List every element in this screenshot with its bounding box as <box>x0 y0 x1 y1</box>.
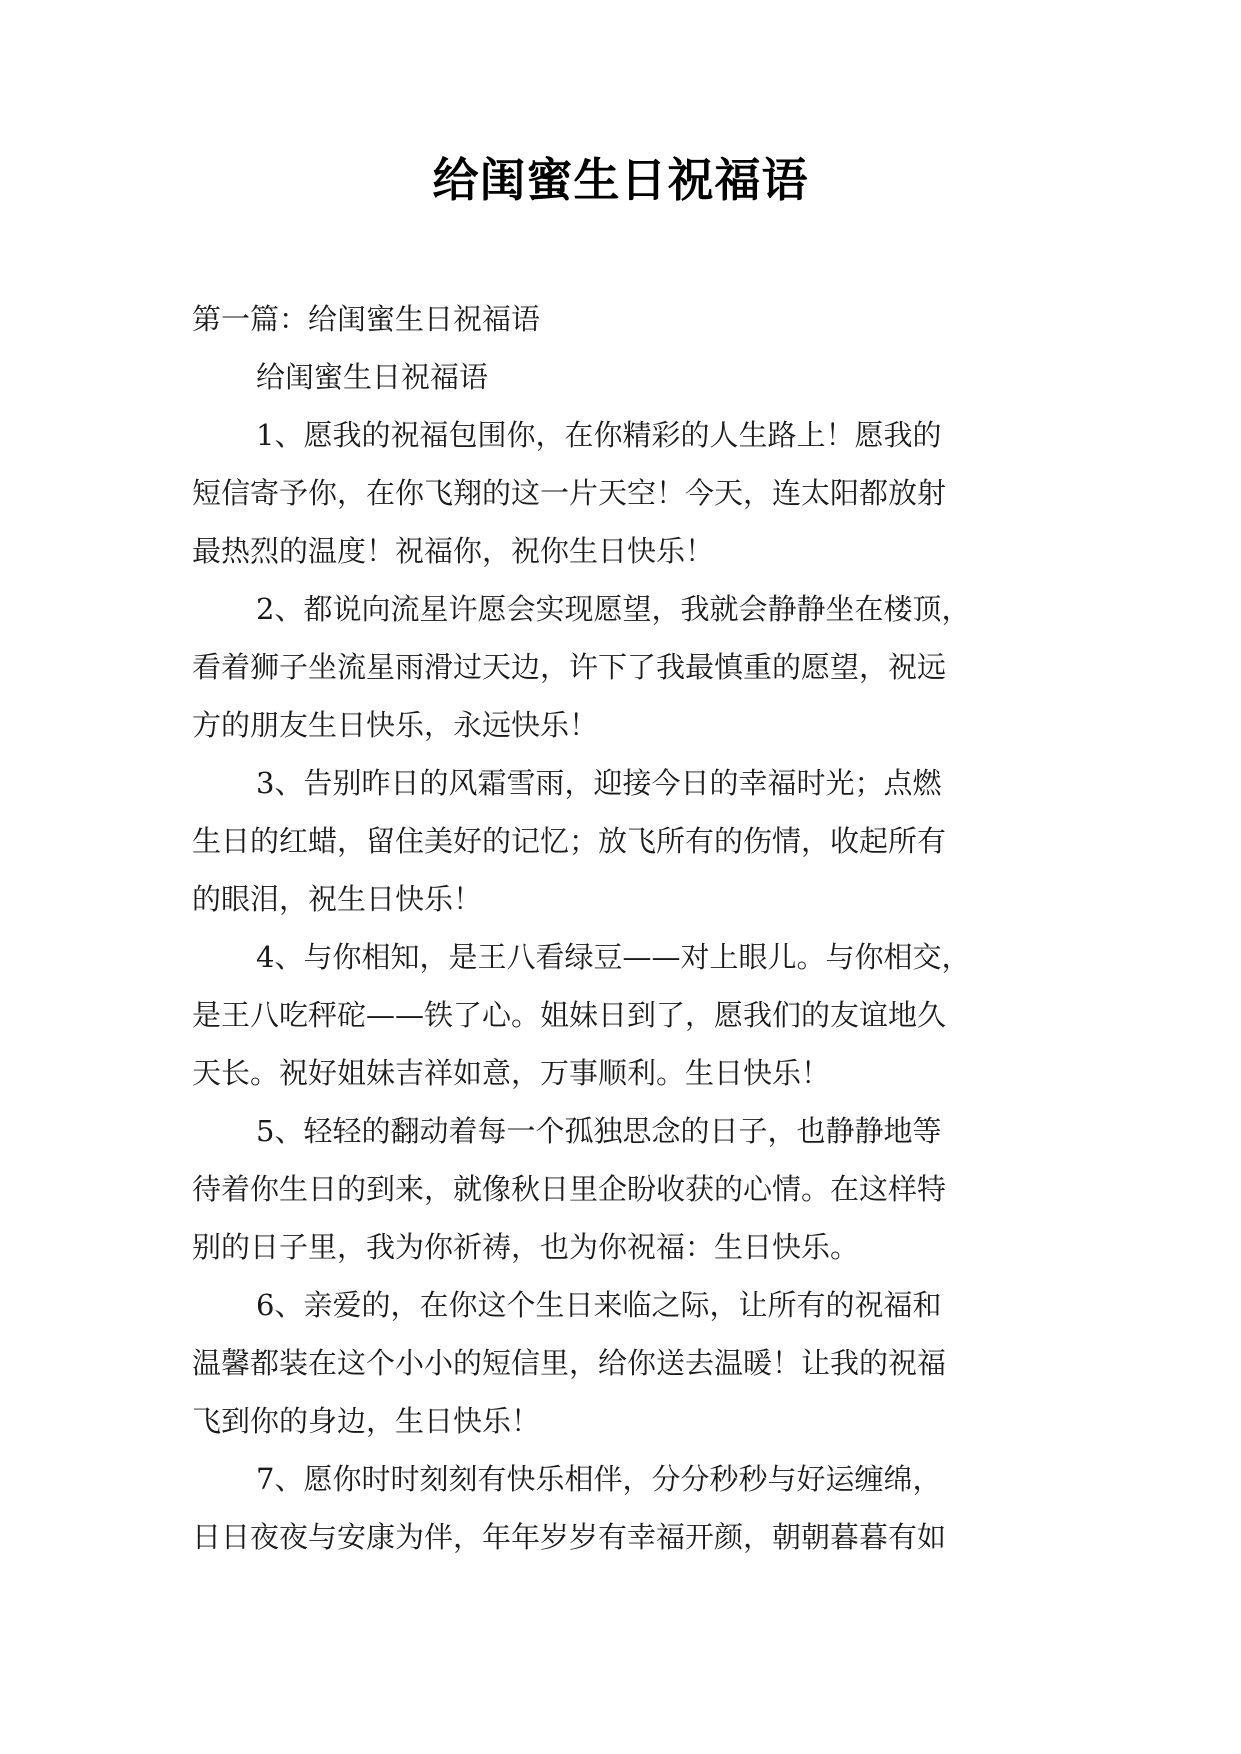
paragraph-line: 别的日子里，我为你祈祷，也为你祝福：生日快乐。 <box>192 1230 860 1264</box>
section-heading: 第一篇：给闺蜜生日祝福语 <box>192 302 541 336</box>
paragraph-line: 天长。祝好姐妹吉祥如意，万事顺利。生日快乐！ <box>192 1056 831 1090</box>
paragraph-line: 的眼泪，祝生日快乐！ <box>192 882 483 916</box>
paragraph-line: 最热烈的温度！祝福你，祝你生日快乐！ <box>192 534 715 568</box>
paragraph-line: 看着狮子坐流星雨滑过天边，许下了我最慎重的愿望，祝远 <box>192 650 947 684</box>
paragraph-line: 3、告别昨日的风霜雪雨，迎接今日的幸福时光；点燃 <box>256 766 942 800</box>
paragraph-6 <box>192 1276 1052 1450</box>
paragraph-1 <box>192 406 1052 580</box>
paragraph-2 <box>192 580 1052 754</box>
paragraph-line: 方的朋友生日快乐，永远快乐！ <box>192 708 599 742</box>
paragraph-7 <box>192 1450 1052 1566</box>
paragraph-line: 7、愿你时时刻刻有快乐相伴，分分秒秒与好运缠绵， <box>256 1462 942 1496</box>
paragraph-line: 6、亲爱的，在你这个生日来临之际，让所有的祝福和 <box>256 1288 942 1322</box>
section-subtitle: 给闺蜜生日祝福语 <box>256 360 489 394</box>
paragraph-line: 5、轻轻的翻动着每一个孤独思念的日子，也静静地等 <box>256 1114 942 1148</box>
document-body <box>192 290 1052 1566</box>
paragraph-line: 温馨都装在这个小小的短信里，给你送去温暖！让我的祝福 <box>192 1346 947 1380</box>
paragraph-line: 日日夜夜与安康为伴，年年岁岁有幸福开颜，朝朝暮暮有如 <box>192 1520 947 1554</box>
paragraph-line: 2、都说向流星许愿会实现愿望，我就会静静坐在楼顶， <box>256 592 971 626</box>
paragraph-3 <box>192 754 1052 928</box>
paragraph-5 <box>192 1102 1052 1276</box>
paragraph-line: 短信寄予你，在你飞翔的这一片天空！今天，连太阳都放射 <box>192 476 947 510</box>
paragraph-line: 是王八吃秤砣——铁了心。姐妹日到了，愿我们的友谊地久 <box>192 998 947 1032</box>
paragraph-line: 待着你生日的到来，就像秋日里企盼收获的心情。在这样特 <box>192 1172 947 1206</box>
paragraph-line: 1、愿我的祝福包围你，在你精彩的人生路上！愿我的 <box>256 418 942 452</box>
document-title: 给闺蜜生日祝福语 <box>432 153 809 207</box>
paragraph-line: 4、与你相知，是王八看绿豆——对上眼儿。与你相交， <box>256 940 971 974</box>
paragraph-line: 生日的红蜡，留住美好的记忆；放飞所有的伤情，收起所有 <box>192 824 947 858</box>
paragraph-line: 飞到你的身边，生日快乐！ <box>192 1404 541 1438</box>
paragraph-4 <box>192 928 1052 1102</box>
